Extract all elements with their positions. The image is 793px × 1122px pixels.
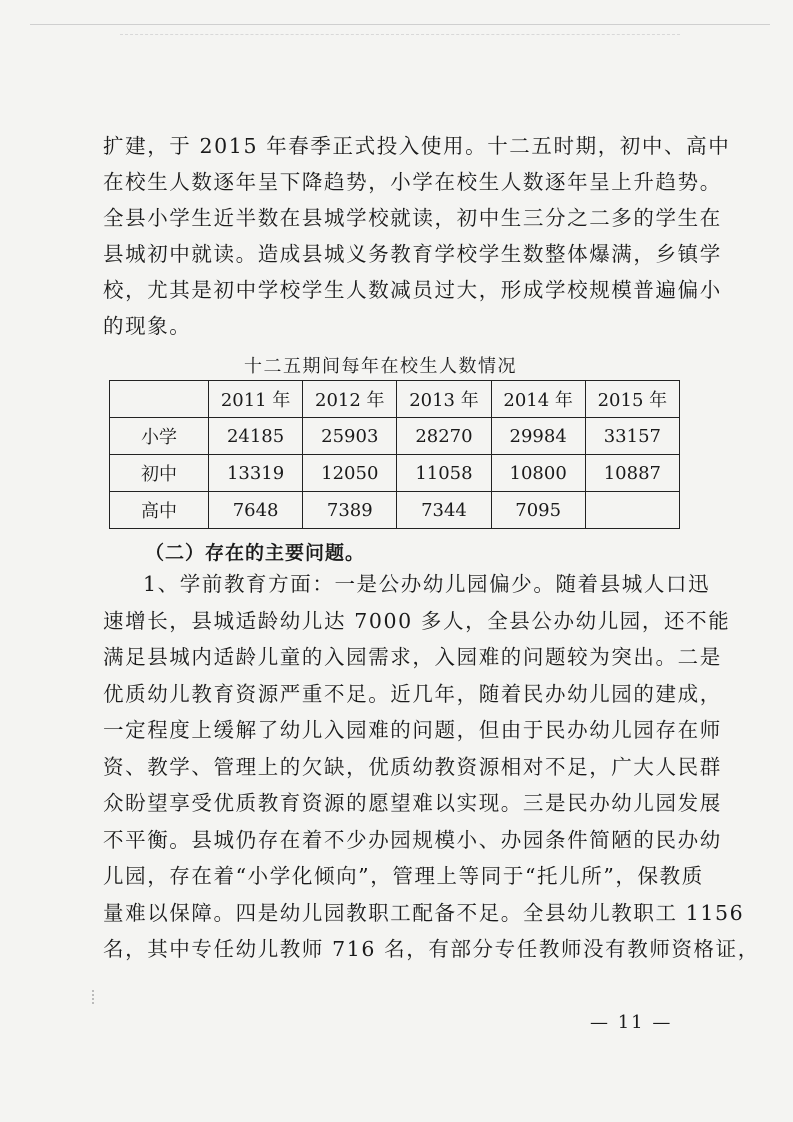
table-cell: 33157 (585, 418, 679, 455)
text-line: 名，其中专任幼儿教师 716 名，有部分专任教师没有教师资格证， (103, 937, 760, 961)
scan-edge-line (120, 34, 680, 35)
text-line: 满足县城内适龄儿童的入园需求，入园难的问题较为突出。二是 (103, 645, 722, 669)
table-cell: 28270 (397, 418, 491, 455)
table-row (110, 492, 680, 529)
table-cell: 24185 (209, 418, 303, 455)
table-cell: 11058 (397, 455, 491, 492)
text-line: 1、学前教育方面：一是公办幼儿园偏少。随着县城人口迅 (143, 572, 711, 596)
table-header-cell: 2015 年 (585, 381, 679, 418)
text-line: 一定程度上缓解了幼儿入园难的问题，但由于民办幼儿园存在师 (103, 718, 722, 742)
text-line: 县城初中就读。造成县城义务教育学校学生数整体爆满，乡镇学 (103, 242, 722, 266)
table-cell: 25903 (303, 418, 397, 455)
text-line: 校，尤其是初中学校学生人数减员过大，形成学校规模普遍偏小 (103, 278, 722, 302)
text-line: 不平衡。县城仍存在着不少办园规模小、办园条件简陋的民办幼 (103, 827, 722, 852)
table-row (110, 418, 680, 455)
table-cell: 7095 (491, 492, 585, 529)
table-header-cell: 2013 年 (397, 381, 491, 418)
row-label: 高中 (110, 492, 209, 529)
text-line: 速增长，县城适龄幼儿达 7000 多人，全县公办幼儿园，还不能 (103, 608, 731, 633)
table-cell: 29984 (491, 418, 585, 455)
scan-mark (92, 990, 102, 1004)
scan-edge-line (30, 24, 770, 25)
table-cell: 12050 (303, 455, 397, 492)
table-header-row (110, 381, 680, 418)
text-line: 优质幼儿教育资源严重不足。近几年，随着民办幼儿园的建成， (103, 681, 722, 706)
text-line: 的现象。 (103, 314, 192, 338)
table-cell: 7389 (303, 492, 397, 529)
page-number: — 11 — (590, 1012, 673, 1033)
table-caption: 十二五期间每年在校生人数情况 (244, 356, 517, 377)
text-line: 儿园，存在着“小学化倾向”，管理上等同于“托儿所”，保教质 (103, 864, 704, 888)
text-line: 扩建，于 2015 年春季正式投入使用。十二五时期，初中、高中 (103, 134, 731, 158)
text-line: 资、教学、管理上的欠缺，优质幼教资源相对不足，广大人民群 (103, 754, 722, 779)
row-label: 初中 (110, 455, 209, 492)
table-cell: 10887 (585, 455, 679, 492)
table-cell: 7648 (209, 492, 303, 529)
table-row (110, 455, 680, 492)
table-cell (110, 381, 209, 418)
table-cell: 13319 (209, 455, 303, 492)
text-line: 全县小学生近半数在县城学校就读，初中生三分之二多的学生在 (103, 206, 722, 230)
table-cell: 7344 (397, 492, 491, 529)
text-line: 在校生人数逐年呈下降趋势，小学在校生人数逐年呈上升趋势。 (103, 170, 722, 194)
table-header-cell: 2011 年 (209, 381, 303, 418)
text-line: 众盼望享受优质教育资源的愿望难以实现。三是民办幼儿园发展 (103, 791, 722, 815)
enrollment-table (109, 380, 680, 529)
row-label: 小学 (110, 418, 209, 455)
table-cell: 10800 (491, 455, 585, 492)
table-cell (585, 492, 679, 529)
section-heading: （二）存在的主要问题。 (145, 542, 366, 564)
text-line: 量难以保障。四是幼儿园教职工配备不足。全县幼儿教职工 1156 (103, 900, 745, 925)
table-header-cell: 2012 年 (303, 381, 397, 418)
table-header-cell: 2014 年 (491, 381, 585, 418)
